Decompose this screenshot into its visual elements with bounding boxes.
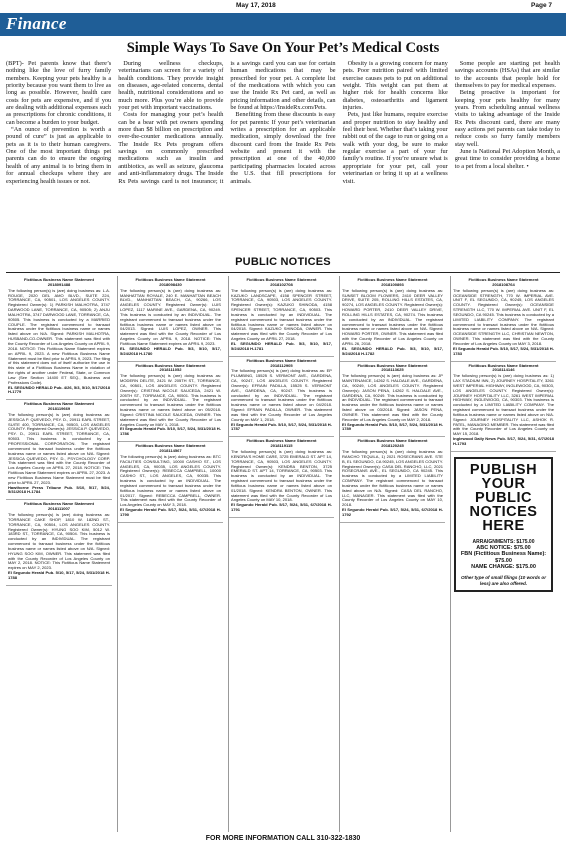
ad-price-name-change: NAME CHANGE: $175.00 (471, 564, 536, 571)
notice-body: The following person(s) is (are) doing business as: 1) LAX STADIUM INN, 2) JOURNEY HOSPITALITY, 3261 WEST IMPERIAL HIGHWAY, INGLEWOOD, CA, 90303, LOS ANGELES COUNTY. Registered Owner(s): JOURNEY HOSPITALITY LLC, 3261 WEST IMPERIAL HIGHWAY, INGLEWOOD, CA, 90303. This business is conducted by a LIMITED LIABILITY COMPANY. The registrant commenced to transact business under the fictitious business name or names listed above on N/A. Signed: JOURNEY HOSPITALITY LLC, ASHOK R. PATEL, MANAGING MEMBER. This statement was filed with the County Recorder of Los Angeles County on MAY 15, 2018. (453, 373, 554, 437)
ad-note: Other type of small filings (10 words or less) are also offered. (460, 575, 546, 586)
notice-file-number: 2018119669 (47, 406, 71, 412)
notice-file-number: 2018113625 (381, 367, 404, 373)
notice-file-number: 2018111007 (47, 506, 71, 512)
notice-publication: El Segundo Herald Pub. 5/17, 5/24, 5/31, 6/7/2018 H-1790 (120, 507, 221, 517)
article-headline: Simple Ways To Save On Your Pet’s Medical Costs (126, 40, 440, 56)
footer-contact: FOR MORE INFORMATION CALL 310-322-1830 (205, 835, 361, 842)
ad-headline-line: PUBLIC (475, 489, 532, 506)
notice-publication: EL SEGUNDO HERALD Pub. 5/3, 5/10, 5/17, 5/24/2018 H-1782 (342, 345, 443, 356)
notice-body: The following person(s) is (are) doing business as: BTC FACILITIES CONSULTING, 10000 CASHIO ST., LOS ANGELES, CA, 90035, LOS ANGELES COUNTY. Registered Owner(s): REBECCA CAMPBELL, 10000 CASHIO ST., LOS ANGELES, CA, 90035. This business is conducted by an INDIVIDUAL. The registrant commenced to transact business under the fictitious business name or names listed above on 01/2017. Signed: REBECCA CAMPBELL, OWNER. This statement was filed with the County Recorder of Los Angeles County on MAY 3, 2018. (120, 453, 221, 508)
notice-title: Fictitious Business Name Statement (246, 438, 317, 444)
section-title: Finance (6, 14, 67, 33)
notice-title: Fictitious Business Name Statement (135, 362, 206, 368)
notice-title: Fictitious Business Name Statement (246, 277, 317, 282)
notice-file-number: 2018119115 (270, 443, 293, 449)
notice-body: The following person(s) is (are) doing business as: MANHATTAN ROYALE, 240 E. MANHATTAN BEACH BLVD., MANHATTAN BEACH, CA, 90266, LOS ANGELES COUNTY. Registered Owner(s): LUIS LOPEZ, 1117 MARINE AVE., GARDENA, CA, 90249. This business is conducted by an INDIVIDUAL. The registrant commenced to transact business under the fictitious business name or names listed above on 04/2013. Signed: LUIS LOPEZ, OWNER. This statement was filed with the County Recorder of Los Angeles County on APRIL 9, 2018. NOTICE: This Fictitious Name Statement expires on APRIL 9, 2023. (120, 287, 221, 346)
notice-file-number: 2018112905 (270, 362, 293, 368)
notice-body: The following person(s) is (are) doing business as: OCEANSIDE STRENGTH, 770 W. IMPERIAL AVE. UNIT F, EL SEGUNDO, CA, 90245, LOS ANGELES COUNTY. Registered Owner(s): OCEANSIDE STRENGTH LLC, 770 W. IMPERIAL AVE. UNIT F, EL SEGUNDO, CA 90245. This business is conducted by a LIMITED LIABILITY COMPANY. The registrant commenced to transact business under the fictitious business name or names listed above on N/A. Signed: OCEANSIDE STRENGTH LLC, CHRISTIAN NEWTON, OWNER. This statement was filed with the County Recorder of Los Angeles County on MAY 3, 2018. (453, 287, 554, 346)
notice-body: The following person(s) is (are) doing business as: JP MAINTENANCE, 14262 S. HALDALE AVE., GARDENA, CA, 90249, LOS ANGELES COUNTY. Registered Owner(s): JASON PENA, 14262 S. HALDALE AVE., GARDENA, CA, 90249. This business is conducted by an INDIVIDUAL. The registrant commenced to transact business under the fictitious business name or names listed above on 03/2018. Signed: JASON PENA, OWNER. This statement was filed with the County Recorder of Los Angeles County on MAY 2, 2018. (342, 373, 443, 422)
notice-body: The following person(s) is (are) doing business as: TORRANCE CAKE SHOP, 1810 W. 182ND ST., TORRANCE, CA, 90504, LOS ANGELES COUNTY. Registered Owner(s): HYUNG SOO KIM, 5012 W. 183RD ST., TORRANCE, CA, 90504. This business is conducted by an INDIVIDUAL. The registrant commenced to transact business under the fictitious business name or names listed above on N/A. Signed: HYUNG SOO KIM, OWNER. This statement was filed with the County Recorder of Los Angeles County on MAY 2, 2018. NOTICE: This Fictitious Name Statement expires on MAY 2, 2023. (8, 511, 110, 571)
notice-body: The following person(s) is (are) doing business as: JESSICA P. QUEVEDO, PSY. D., 20911 EARL STREET, SUITE 400, TORRANCE, CA, 90503, LOS ANGELES COUNTY. Registered Owner(s): JESSICA P. QUEVEDO, PSY. D., 20911 EARL STREET, TORRANCE, CA, 90503. This business is conducted by a PROFESSIONAL CORPORATION. The registrant commenced to transact business under the fictitious business name or names listed above on N/A. Signed: JESSICA QUEVEDO, PSY. D., PSYCHOLOGY CORP. This statement was filed with the County Recorder of Los Angeles County on APRIL 27, 2018. NOTICE: This Fictitious Name Statement expires on APRIL 27, 2023. A new Fictitious Business Name Statement must be filed prior to APRIL 27, 2023. (8, 411, 110, 485)
notice-publication: El Segundo Herald Pub. 5/10, 5/17, 5/24, 5/31/2018 H-1783 (453, 345, 554, 356)
notice-title: Fictitious Business Name Statement (135, 277, 206, 282)
notice-file-number: 2018120245 (381, 443, 404, 449)
ad-price-fbn: FBN (Fictitious Business Name): $75.00 (460, 551, 547, 564)
notice-title: Fictitious Business Name Statement (24, 277, 94, 282)
notice-title: Fictitious Business Name Statement (357, 438, 428, 444)
legal-notice (6, 500, 112, 586)
notice-publication: El Segundo Herald Pub. 5/17, 5/24, 5/31, 6/7/2018 H-1792 (342, 507, 443, 517)
notice-body: The following person(s) is (are) doing business as: KAZUKO LANDSCAPE, 4158 SPENCER STREET, TORRANCE, CA, 90503, LOS ANGELES COUNTY. Registered Owner(s): KAZUKO SHINODA, 4158 SPENCER STREET, TORRANCE, CA, 90503. This business is conducted by an INDIVIDUAL. The registrant commenced to transact business under the fictitious business name or names listed above on 04/2018. Signed: KAZUKO SHINODA, OWNER. This statement was filed with the County Recorder of Los Angeles County on APRIL 27, 2018. (231, 287, 332, 342)
notice-body: The following person(s) is (are) doing business as: RANCHO TEQUILA, 1) 2021 ROSECRANS AVE. STE B, EL SEGUNDO, CA 90245, LOS ANGELES COUNTY. Registered Owner(s): CASA DEL RANCHO, LLC, 2021 ROSECRANS AVE., EL SEGUNDO, CA 90245. This business is conducted by a LIMITED LIABILITY COMPANY. The registrant commenced to transact business under the fictitious business name or names listed above on N/A. Signed: CASA DEL RANCHO, LLC, MANAGER. This statement was filed with the County Recorder of Los Angeles County on MAY 10, 2018. (342, 449, 443, 508)
notice-publication: Inglewood Daily News Pub. 5/17, 5/24, 5/31, 6/7/2018 H-1793 (453, 436, 554, 446)
public-notices-heading: PUBLIC NOTICES (235, 256, 331, 268)
notice-file-number: 2018102708 (270, 281, 293, 287)
ad-headline-line: HERE (482, 517, 525, 534)
publish-notices-ad (454, 457, 553, 592)
notice-title: Fictitious Business Name Statement (357, 362, 428, 368)
article-paragraph: “An ounce of prevention is worth a pound of cure” is just as applicable to pets as it is to their human caregivers. One of the most important things pet parents can do to ensure the ongoing health of any animal is to bring them in for annual checkups where they are experiencing health issues or not. (6, 126, 112, 185)
notice-file-number: 2018111052 (159, 367, 182, 373)
notice-body: The following person(s) is (are) doing business as: L.A. ROUGE, 2020 DEL AMO BLVD., SUITE 224, TORRANCE, CA, 90501, LOS ANGELES COUNTY. Registered Owner(s): 1) PARKISH MALHOTRA, 3747 DARWOOD LANE, TORRANCE, CA, 90505; 2) ANJU MALHOTRA, 3747 DARWOOD LANE, TORRANCE, CA, 90505. This business is conducted by a MARRIED COUPLE. The registrant commenced to transact business under the fictitious business name or names listed above on N/A. Signed: PARKISH MALHOTRA, HUSBAND-CO-OWNER. This statement was filed with the County Recorder of Los Angeles County on APRIL 9, 2018. NOTICE: This Fictitious Name Statement expires on APRIL 9, 2023. A new Fictitious Business Name Statement must be filed prior to APRIL 9, 2023. The filing of this statement does not of itself authorize the use in this state of a Fictitious Business Name in violation of the rights of another under Federal, State, or Common Law (See Section 14400 ET SEQ., Business and Professions Code). (8, 287, 110, 385)
legal-notice (118, 442, 223, 523)
ad-headline-line: NOTICES (469, 503, 538, 520)
legal-notice (229, 276, 334, 357)
notice-file-number: 2018114567 (159, 448, 182, 453)
notice-publication: EL SEGUNDO HERALD Pub. 4/26, 5/3, 5/10, 5/17/2018 H-1779 (8, 384, 110, 395)
notice-publication: El Segundo Herald Pub. 5/17, 5/24, 5/31, 6/7/2018 H-1791 (231, 502, 332, 513)
article-paragraph: Some people are starting pet health savings accounts (HSAs) that are similar to the accounts that people hold for themselves to pay for medical expenses. (454, 60, 560, 90)
ad-price-arraignments: ARRAIGNMENTS: $175.00 (472, 538, 535, 545)
article-paragraph: Pets, just like humans, require exercise and proper nutrition to stay healthy and feel their best. Whether that’s taking your rabbit out of the cage to run or going on a walk with your dog, be sure to make regular exercise a part of your fur family’s routine. If you’re unsure what is appropriate for your pet, call your veterinarian or bring it up at a wellness visit. (342, 111, 448, 185)
legal-notice (118, 362, 223, 443)
notice-column (339, 276, 445, 832)
notice-publication: EL SEGUNDO HERALD Pub. 5/3, 5/10, 5/17, 5/24/2018 H-1781 (231, 340, 332, 351)
notice-publication: EL SEGUNDO HERALD Pub. 5/3, 5/10, 5/17, 5/24/2018 H-1780 (120, 345, 221, 356)
ad-headline-line: YOUR (481, 475, 526, 492)
notice-title: Fictitious Business Name Statement (24, 501, 94, 507)
legal-notice (340, 276, 445, 362)
legal-notice (340, 437, 445, 523)
article-paragraph: June is National Pet Adoption Month, a great time to consider providing a home to a pet from a local shelter. • (454, 148, 560, 170)
legal-notice (229, 357, 334, 438)
notice-publication: El Segundo Herald Pub. 5/10, 5/17, 5/24, 5/31/2018 H-1788 (8, 570, 110, 580)
legal-notice (6, 276, 112, 400)
divider (6, 272, 560, 273)
legal-notice (451, 362, 556, 452)
ad-price-abc: ABC NOTICE: $75.00 (476, 544, 531, 551)
notice-column (228, 276, 334, 832)
notice-column (117, 276, 223, 832)
notice-title: Fictitious Business Name Statement (246, 357, 317, 363)
page-number: Page 7 (531, 2, 552, 9)
article-paragraph: Being proactive is important for keeping your pets healthy for many years. From scheduling annual wellness visits to taking advantage of the Inside Rx Pets discount card, there are many easy actions pet parents can take today to reduce costs so furry family members stay well. (454, 89, 560, 148)
notice-title: Fictitious Business Name Statement (135, 443, 206, 449)
article-paragraph: Benefiting from these discounts is easy for pet parents: If your pet’s veterinarian writes a prescription for an applicable medication, simply download the free discount card from the Inside Rx Pets website and present it with the prescription at one of the 40,000 participating pharmacies located across the U.S. that fill prescriptions for animals. (230, 111, 336, 185)
legal-notice (451, 276, 556, 362)
notice-file-number: 2018100893 (381, 281, 404, 287)
notice-column (450, 276, 556, 832)
notice-body: The following person(s) is (are) doing business as: EP PLUMBING, 15525 S. VERMONT AVE., GARDENA, CA, 90247, LOS ANGELES COUNTY. Registered Owner(s): EFRAIN PADILLA, 15525 S. VERMONT AVE., GARDENA, CA, 90247. This business is conducted by an INDIVIDUAL. The registrant commenced to transact business under the fictitious business name or names listed above on 04/2018. Signed: EFRAIN PADILLA, OWNER. This statement was filed with the County Recorder of Los Angeles County on MAY 1, 2018. (231, 368, 332, 422)
public-notices-grid (6, 276, 560, 832)
running-header (0, 0, 566, 12)
notice-body: The following person(s) is (are) doing business as: SUNSET BLOOM FLOWERS, 2410 DEER VALLEY DRIVE, SUITE 205, ROLLING HILLS ESTATES, CA, 90274, LOS ANGELES COUNTY. Registered Owner(s): HOWARD PORTER, 2410 DEER VALLEY DRIVE, ROLLING HILLS ESTATES, CA, 90274. This business is conducted by an INDIVIDUAL. The registrant commenced to transact business under the fictitious business name or names listed above on N/A. Signed: HOWARD PORTER, OWNER. This statement was filed with the County Recorder of Los Angeles County on APRIL 26, 2018. (342, 287, 443, 346)
issue-date: May 17, 2018 (236, 2, 276, 9)
ad-headline-line: PUBLISH (469, 461, 538, 478)
notice-publication: El Segundo Herald Pub. 5/10, 5/17, 5/24, 5/31/2018 H-1786 (120, 426, 221, 437)
notice-title: Fictitious Business Name Statement (24, 401, 94, 407)
notice-publication: El Segundo Herald Pub. 5/10, 5/17, 5/24, 5/31/2018 H-1789 (342, 421, 443, 432)
notice-title: Fictitious Business Name Statement (468, 277, 539, 282)
article-paragraph: (BPT)- Pet parents know that there’s nothing like the love of furry family members. Keeping your pets healthy is a priority because you want them to live as long as possible. However, health care costs for pets are expensive, and if you are dealing with additional expenses such as prescriptions for chronic conditions, it can become a burden to your budget. (6, 60, 112, 126)
notice-publication: El Segundo Herald Pub. 5/10, 5/17, 5/24, 5/31/2018 H-1787 (231, 421, 332, 432)
legal-notice (340, 362, 445, 438)
notice-file-number: 2018114146 (492, 367, 515, 373)
article-paragraph: Obesity is a growing concern for many pets. Poor nutrition paired with limited exercise causes pets to put on additional weight. This weight can put them at higher risk for health concerns like diabetes, osteoarthritis and ligament injuries. (342, 60, 448, 112)
legal-notice (6, 400, 112, 500)
legal-notice (229, 437, 334, 518)
notice-body: The following person(s) is (are) doing business as: MODERN DELITE, 2421 W. 205TH ST., TORRANCE, CA, 90501, LOS ANGELES COUNTY. Registered Owner(s): CRISTINA NICOLE SAUCEDA, 2421 W. 205TH ST., TORRANCE, CA, 90501. This business is conducted by an INDIVIDUAL. The registrant commenced to transact business under the fictitious business name or names listed above on 05/2018. Signed: CRISTINA NICOLE SAUCEDA, OWNER. This statement was filed with the County Recorder of Los Angeles County on MAY 1, 2018. (120, 373, 221, 427)
notice-title: Fictitious Business Name Statement (468, 362, 539, 368)
article-paragraph: Costs for managing your pet’s health can be a bear with pet owners spending more than $8 billion on prescription and over-the-counter medications annually. The Inside Rx Pets program offers savings on commonly prescribed medications such as insulin and antibiotics, as well as seizure, glaucoma and anti-inflammatory drugs. The Inside Rx Pets savings card is not insurance; it is a savings card you can use for certain human medications that may be prescribed for your pet. A complete list of the medications with which you can use the Inside Rx Pet card, as well as pricing information and other details, can be found at https://InsideRx.com/Pets. (118, 60, 336, 185)
article-paragraph: During wellness checkups, veterinarians can screen for a variety of health conditions. They provide insight on diseases, age-related concerns, dental health, nutritional considerations and so much more. Plus you’re able to provide your pet with important vaccinations. (118, 60, 224, 112)
notice-column (6, 276, 112, 832)
notice-body: The following person(s) is (are) doing business as: KENDRA'S HOME CARE, 3725 EMERALD ST. APT 14, TORRANCE, CA, 90503, LOS ANGELES COUNTY. Registered Owner(s): KENDRA BENTON, 3725 EMERALD ST. APT 14, TORRANCE, CA, 90503. This business is conducted by an INDIVIDUAL. The registrant commenced to transact business under the fictitious business name or names listed above on 01/2018. Signed: KENDRA BENTON, OWNER. This statement was filed with the County Recorder of Los Angeles County on MAY 10, 2018. (231, 449, 332, 503)
article-body (6, 60, 560, 238)
notice-file-number: 2018098430 (159, 281, 182, 287)
notice-file-number: 2018091488 (47, 281, 71, 287)
notice-title: Fictitious Business Name Statement (357, 277, 428, 282)
section-banner (0, 13, 566, 36)
legal-notice (118, 276, 223, 362)
notice-publication: Hawthorne Press Tribune Pub. 5/10, 5/17, 5/24, 5/31/2018 H-1784 (8, 484, 110, 495)
notice-file-number: 2018108764 (492, 281, 515, 287)
